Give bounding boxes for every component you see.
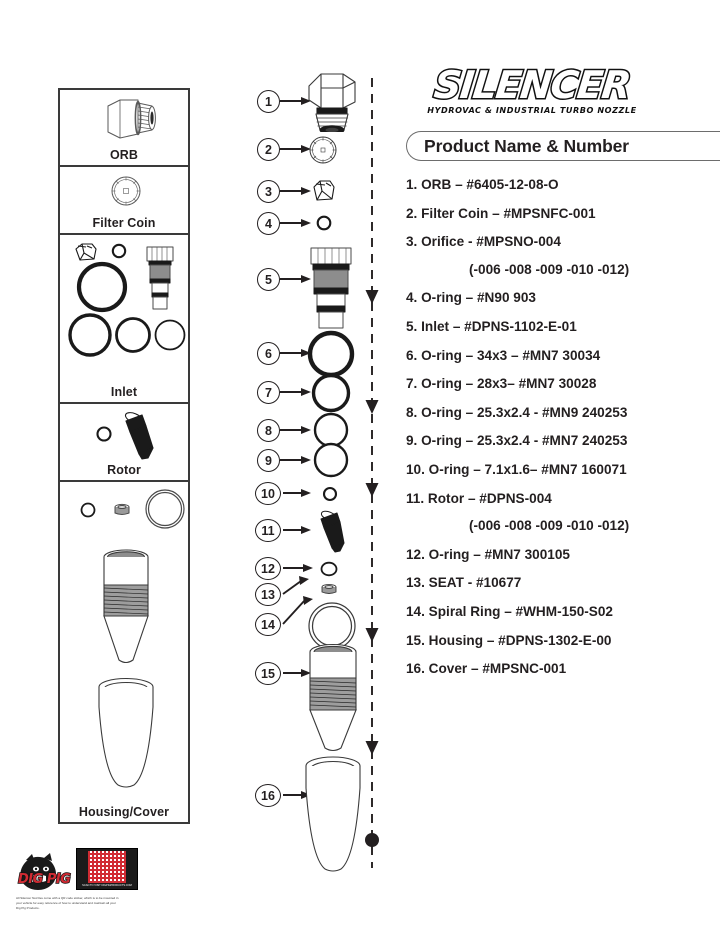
part-cover-art — [295, 750, 371, 874]
callout-number: 16 — [261, 788, 275, 803]
callout-4[interactable] — [257, 212, 280, 235]
callout-11[interactable] — [255, 519, 281, 542]
assembly-panel — [58, 88, 190, 824]
callout-9[interactable] — [257, 449, 280, 472]
callout-16[interactable] — [255, 784, 281, 807]
inlet-illustration — [60, 235, 188, 385]
parts-list-item: 13. SEAT - #10677 — [406, 575, 522, 591]
part-oring-4-art — [313, 212, 335, 234]
assembly-cell-orb — [60, 90, 188, 167]
brand-tagline: HYDROVAC & INDUSTRIAL TURBO NOZZLE — [427, 105, 637, 115]
callout-number: 10 — [261, 486, 275, 501]
section-header — [406, 131, 720, 161]
callout-1[interactable] — [257, 90, 280, 113]
parts-list-subline: (-006 -008 -009 -010 -012) — [469, 518, 630, 534]
assembly-cell-label: Inlet — [110, 385, 138, 400]
callout-number: 8 — [265, 423, 272, 438]
orb-illustration — [60, 90, 188, 147]
parts-list-item: 5. Inlet – #DPNS-1102-E-01 — [406, 318, 577, 334]
callout-10[interactable] — [255, 482, 281, 505]
assembly-cell-housing-cover — [60, 482, 188, 822]
qr-code-icon — [88, 851, 126, 883]
callout-number: 7 — [265, 385, 272, 400]
assembly-cell-label: Housing/Cover — [78, 805, 170, 819]
callout-number: 5 — [265, 272, 272, 287]
parts-list-item: 12. O-ring – #MN7 300105 — [406, 546, 570, 562]
callout-number: 9 — [265, 453, 272, 468]
callout-number: 14 — [261, 617, 275, 632]
callout-12[interactable] — [255, 557, 281, 580]
part-oring-9-art — [311, 440, 351, 480]
parts-list-item: 3. Orifice - #MPSNO-004 — [406, 234, 561, 250]
callout-number: 15 — [261, 666, 275, 681]
assembly-cell-rotor — [60, 404, 188, 482]
parts-list-item: 6. O-ring – 34x3 – #MN7 30034 — [406, 347, 601, 363]
callout-number: 6 — [265, 346, 272, 361]
callout-number: 4 — [265, 216, 272, 231]
callout-number: 11 — [261, 523, 275, 538]
parts-list-item: 15. Housing – #DPNS-1302-E-00 — [406, 632, 612, 648]
assembly-cell-label: ORB — [109, 147, 139, 162]
callout-number: 12 — [261, 561, 275, 576]
assembly-cell-label: Filter Coin — [92, 215, 156, 230]
part-filter-coin-art — [305, 133, 341, 167]
parts-list — [406, 178, 706, 676]
parts-list-item: 4. O-ring – #N90 903 — [406, 290, 536, 306]
parts-list-subline: (-006 -008 -009 -010 -012) — [469, 261, 630, 277]
parts-list-item: 10. O-ring – 7.1x1.6– #MN7 160071 — [406, 461, 627, 477]
brand-wordmark: SILENCER — [431, 63, 632, 107]
part-oring-10-art — [319, 483, 341, 505]
part-oring-12-art — [317, 557, 341, 581]
parts-list-item: 1. ORB – #6405-12-08-O — [406, 177, 559, 192]
parts-list-item: 11. Rotor – #DPNS-004 — [406, 490, 552, 506]
callout-3[interactable] — [257, 180, 280, 203]
exploded-parts-diagram — [243, 60, 388, 860]
callout-6[interactable] — [257, 342, 280, 365]
parts-list-item: 8. O-ring – 25.3x2.4 - #MN9 240253 — [406, 404, 628, 420]
callout-5[interactable] — [257, 268, 280, 291]
qr-code-sticker — [76, 848, 138, 890]
callout-7[interactable] — [257, 381, 280, 404]
callout-2[interactable] — [257, 138, 280, 161]
qr-sticker-caption: SCAN TO VISIT DIGPIGPRODUCTS.COM — [82, 884, 132, 887]
rotor-illustration — [60, 404, 188, 462]
part-oring-7-art — [309, 371, 353, 415]
callout-8[interactable] — [257, 419, 280, 442]
assembly-cell-inlet — [60, 235, 188, 405]
dig-pig-wordmark: DIG PIG — [18, 872, 71, 887]
part-seat-art — [317, 581, 341, 599]
callout-13[interactable] — [255, 583, 281, 606]
filter-coin-illustration — [60, 167, 188, 215]
assembly-cell-label: Rotor — [107, 462, 141, 477]
part-rotor-art — [311, 509, 351, 553]
callout-number: 3 — [265, 184, 272, 199]
part-orifice-art — [309, 178, 339, 206]
parts-list-item: 7. O-ring – 28x3– #MN7 30028 — [406, 376, 597, 392]
callout-14[interactable] — [255, 613, 281, 636]
dig-pig-badge — [16, 848, 156, 894]
callout-number: 13 — [261, 587, 275, 602]
part-housing-art — [299, 638, 367, 754]
dig-pig-branding — [16, 848, 156, 918]
assembly-cell-filter-coin — [60, 167, 188, 235]
callout-15[interactable] — [255, 662, 281, 685]
section-header-title: Product Name & Number — [424, 135, 630, 156]
brand-logo — [418, 63, 646, 124]
housing-cover-illustration — [60, 482, 188, 804]
parts-list-item: 14. Spiral Ring – #WHM-150-S02 — [406, 603, 613, 619]
parts-list-item: 16. Cover – #MPSNC-001 — [406, 661, 567, 677]
part-orb-art — [297, 68, 369, 132]
callout-number: 2 — [265, 142, 272, 157]
part-inlet-art — [295, 242, 369, 330]
dig-pig-fineprint: All Silencer Nozzles come with a QR code sticker, which is to be mounted in your vehicle for easy reference of how to understand and maintain all your Dig Pig Products. — [16, 896, 119, 911]
parts-list-item: 2. Filter Coin – #MPSNFC-001 — [406, 205, 596, 221]
parts-list-item: 9. O-ring – 25.3x2.4 - #MN7 240253 — [406, 433, 628, 449]
callout-number: 1 — [265, 94, 272, 109]
